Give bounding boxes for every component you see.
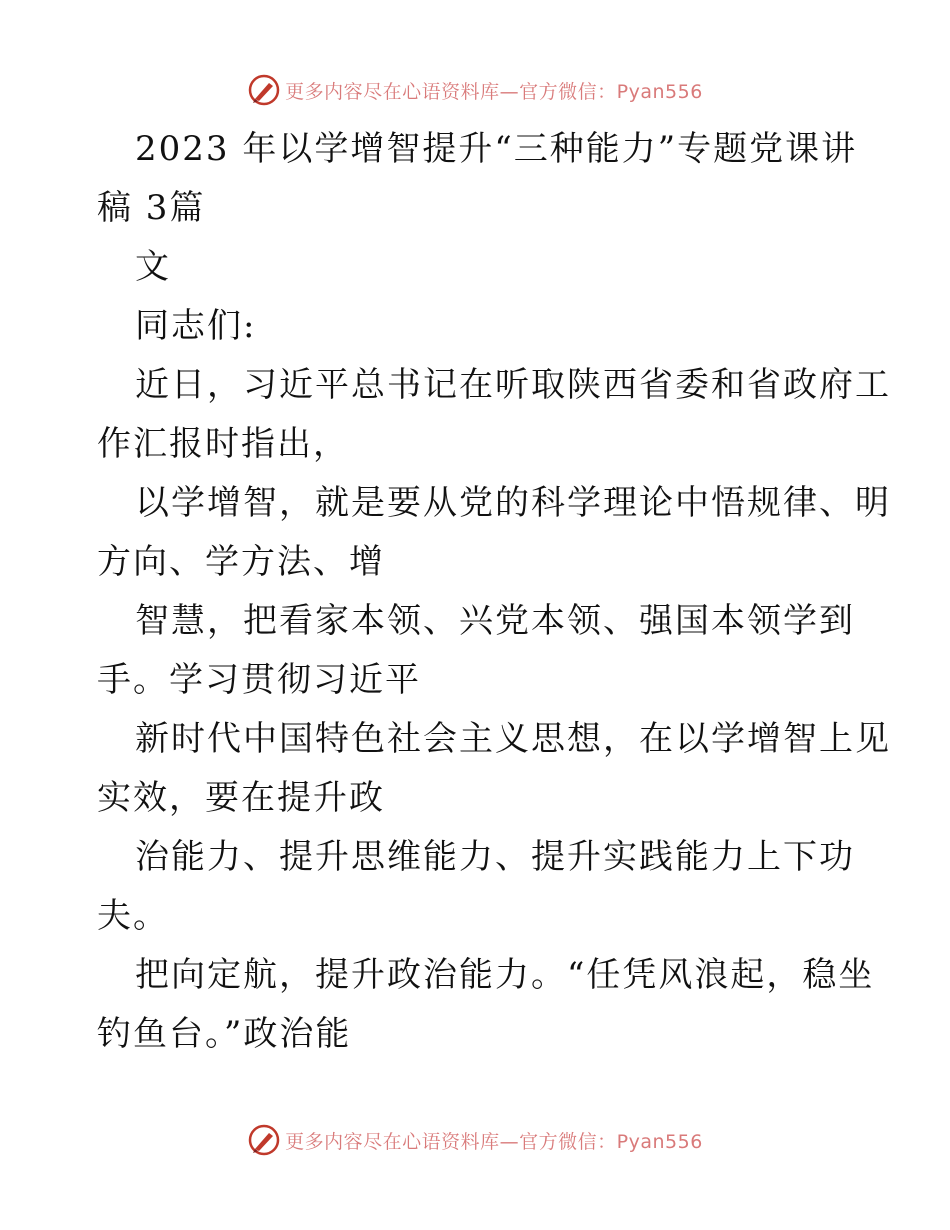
paragraph-line: 近日，习近平总书记在听取陕西省委和省政府工 xyxy=(135,365,891,405)
watermark-text: 更多内容尽在心语资料库—官方微信：Pyan556 xyxy=(285,1130,703,1153)
pen-logo-icon xyxy=(247,1123,281,1157)
paragraph-line: 手。学习贯彻习近平 xyxy=(97,660,421,700)
paragraph-line: 钓鱼台。”政治能 xyxy=(97,1014,352,1054)
footer-watermark-banner xyxy=(0,1120,950,1160)
paragraph-line: 新时代中国特色社会主义思想，在以学增智上见 xyxy=(135,719,891,759)
paragraph-line: 以学增智，就是要从党的科学理论中悟规律、明 xyxy=(135,483,891,523)
salutation: 同志们: xyxy=(135,306,257,346)
title-line-1: 2023 年以学增智提升“三种能力”专题党课讲 xyxy=(135,129,858,169)
paragraph-line: 方向、学方法、增 xyxy=(97,542,385,582)
paragraph-line: 把向定航，提升政治能力。“任凭风浪起，稳坐 xyxy=(135,955,875,995)
paragraph-line: 治能力、提升思维能力、提升实践能力上下功 xyxy=(135,837,855,877)
paragraph-line: 夫。 xyxy=(97,896,169,936)
header-watermark-banner xyxy=(0,70,950,110)
paragraph-line: 智慧，把看家本领、兴党本领、强国本领学到 xyxy=(135,601,855,641)
text-line: 文 xyxy=(135,247,171,287)
document-body xyxy=(97,120,891,1064)
paragraph-line: 作汇报时指出， xyxy=(97,424,349,464)
pen-logo-icon xyxy=(247,73,281,107)
watermark-text: 更多内容尽在心语资料库—官方微信：Pyan556 xyxy=(285,80,703,103)
title-line-2: 稿 3篇 xyxy=(97,188,206,228)
paragraph-line: 实效，要在提升政 xyxy=(97,778,385,818)
